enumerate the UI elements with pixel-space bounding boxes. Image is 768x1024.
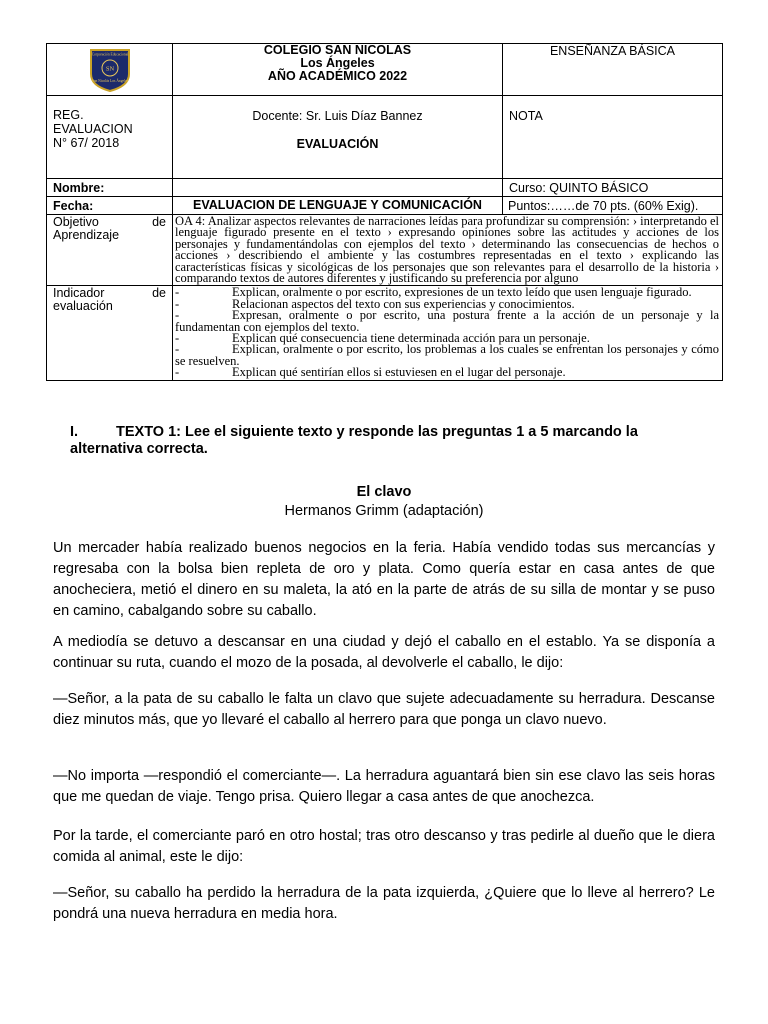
nombre-label: Nombre: [47,179,173,197]
eval-title: EVALUACION DE LENGUAJE Y COMUNICACIÓN [173,197,503,215]
evaluacion-label: EVALUACIÓN [296,137,379,151]
section-heading [70,424,710,458]
indicador-item: - Expresan, oralmente o por escrito, una postura frente a la acción de un personaje y la fundamentan con ejemplos del texto. [175,308,719,334]
fecha-label: Fecha: [47,197,173,215]
story-author: Hermanos Grimm (adaptación) [284,503,484,519]
nombre-field[interactable] [173,179,503,197]
docente-cell [173,96,503,179]
indicador-item: - Relacionan aspectos del texto con sus experiencias y conocimientos. [175,296,575,311]
story-paragraph: —Señor, a la pata de su caballo le falta un clavo que sujete adecuadamente su herradura. Descanse diez minutos más, que yo llevaré el caballo al herrero para que ponga un clavo nuevo. [53,691,715,728]
indicador-item: - Explican, oralmente o por escrito, expresiones de un texto leído que usen lenguaje figurado. [175,285,692,300]
school-shield-icon [89,48,131,92]
header-table [46,43,723,381]
objetivo-label-de: de [152,215,166,229]
section-instruction-1: TEXTO 1: Lee el siguiente texto y responde las preguntas 1 a 5 marcando la [116,424,638,440]
school-city: Los Ángeles [300,56,375,70]
indicador-label-word: Indicador [53,286,105,301]
indicador-label-cell [47,286,173,380]
reg-line-2: EVALUACION [53,122,133,136]
docente-name: Docente: Sr. Luis Díaz Bannez [252,109,423,123]
objetivo-text: OA 4: Analizar aspectos relevantes de narraciones leídas para profundizar su comprensión: › interpretando el lenguaje figurado presente en el texto › expresando opiniones sobre las actitudes y acciones de los personajes y fundamentándolas con ejemplos del texto › determinando las consecuencias de hechos o acciones › describiendo el ambiente y las costumbres representadas en el texto › explicando las características físicas y sicológicas de los personajes que son relevantes para el desarrollo de la historia › comparando textos de autores diferentes y justificando su preferencia por alguno [173,215,723,286]
logo-middle-text: SN [105,65,115,73]
reg-cell [47,96,173,179]
story-paragraph: Por la tarde, el comerciante paró en otro hostal; tras otro descanso y tras pedirle al dueño que le diera comida al animal, este le dijo: [53,828,715,865]
indicador-item: - Explican, oralmente o por escrito, los problemas a los cuales se enfrentan los personajes y cómo se resuelven. [175,342,719,368]
story-paragraph: A mediodía se detuvo a descansar en una ciudad y dejó el caballo en el establo. Ya se disponía a continuar su ruta, cuando el mozo de la posada, al devolverle el caballo, le dijo: [53,634,715,671]
indicadores-list [173,286,723,380]
story-paragraph: —No importa —respondió el comerciante—. La herradura aguantará bien sin ese clavo las seis horas que me quedan de viaje. Tengo prisa. Quiero llegar a casa antes de que anochezca. [53,768,715,805]
curso-cell: Curso: QUINTO BÁSICO [503,179,723,197]
school-name: COLEGIO SAN NICOLAS [263,43,412,57]
logo-bottom-text: San Nicolás Los Ángeles [91,79,129,83]
academic-year: AÑO ACADÉMICO 2022 [267,69,408,83]
logo-cell [47,44,173,96]
indicador-label-word-2: evaluación [53,298,113,313]
objetivo-label-cell [47,215,173,286]
objetivo-label-word-2: Aprendizaje [53,227,120,242]
section-instruction-2: alternativa correcta. [70,441,208,457]
puntos-cell[interactable]: Puntos:……de 70 pts. (60% Exig). [503,197,723,215]
level-cell: ENSEÑANZA BÁSICA [503,44,723,96]
indicador-item: - Explican qué sentirían ellos si estuviesen en el lugar del personaje. [175,365,566,380]
indicador-label-de: de [152,286,166,301]
indicador-item: - Explican qué consecuencia tiene determinada acción para un personaje. [175,331,590,346]
story-title: El clavo [356,484,412,500]
story-paragraph: Un mercader había realizado buenos negocios en la feria. Había vendido todas sus mercancías y regresaba con la bolsa bien repleta de oro y plata. Como quería estar en casa antes de que anocheciera, metió el dinero en su maleta, la ató en la parte de atrás de su silla de montar y se puso en camino, cabalgando sobre su caballo. [53,540,715,619]
reg-line-3: N° 67/ 2018 [53,136,120,150]
objetivo-label-word: Objetivo [53,215,99,229]
section-number: I. [70,424,79,440]
story-paragraph: —Señor, su caballo ha perdido la herradura de la pata izquierda, ¿Quiere que lo lleve al herrero? Le pondrá una nueva herradura en media hora. [53,885,715,922]
school-cell [173,44,503,96]
logo-top-text: Corporación Educacional [91,52,129,57]
nota-cell[interactable]: NOTA [503,96,723,179]
reg-line-1: REG. [53,108,84,122]
